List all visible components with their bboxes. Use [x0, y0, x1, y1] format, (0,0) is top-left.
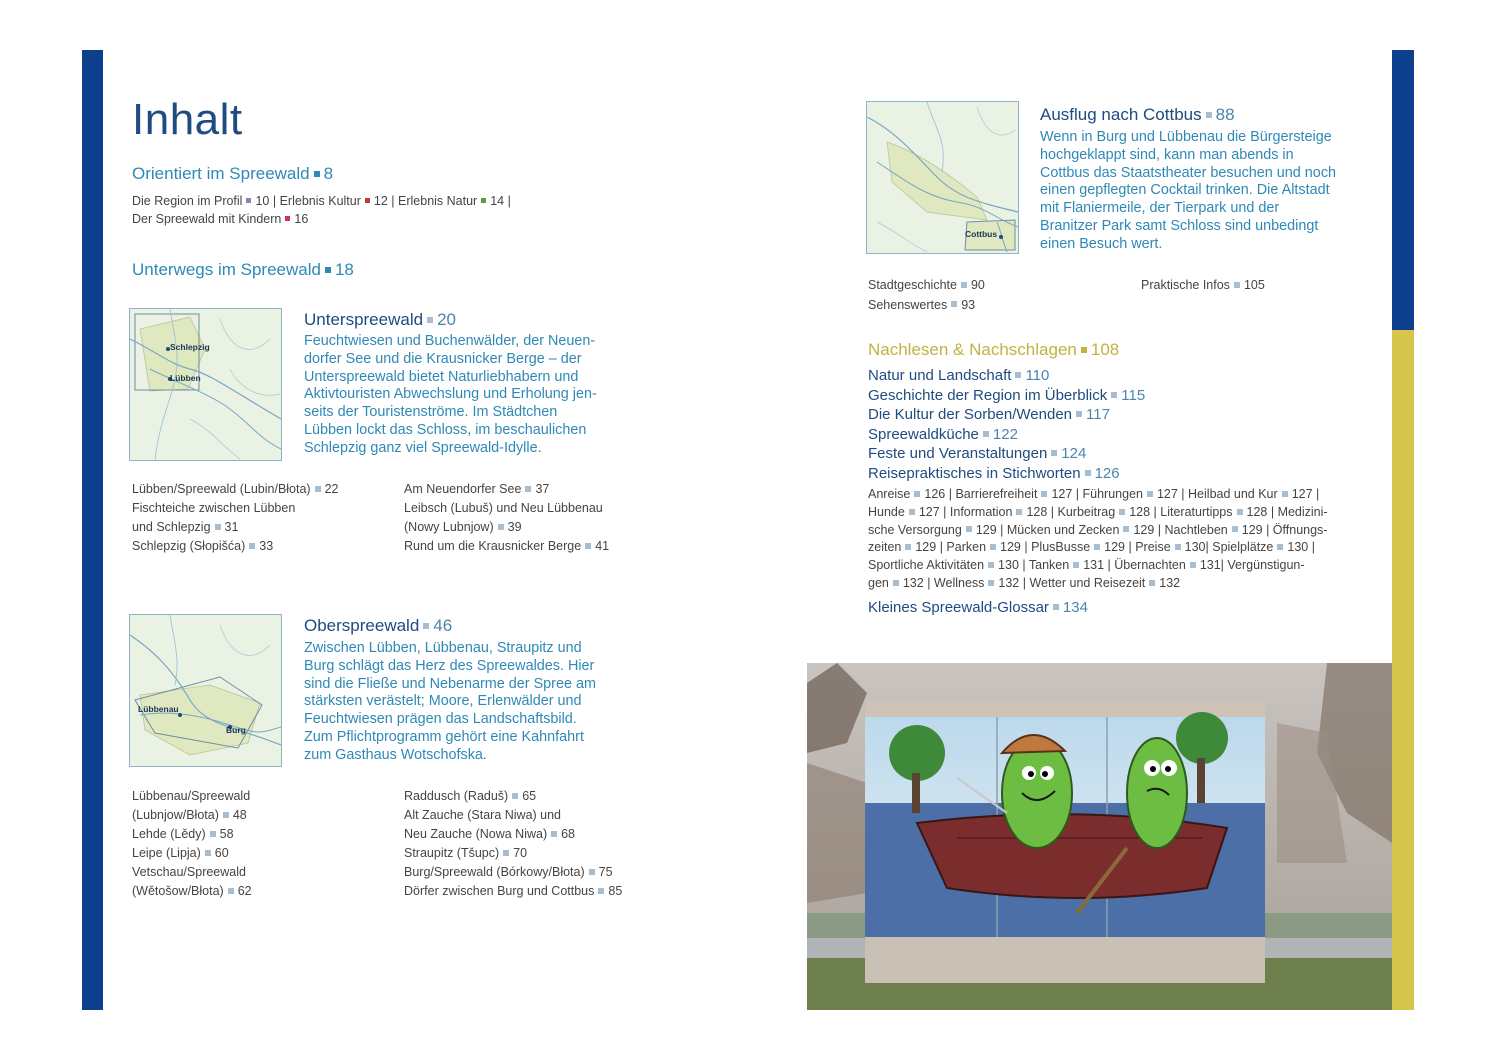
- square-marker-icon: [1190, 562, 1196, 568]
- desc-line: Cottbus das Staatstheater besuchen und noch: [1040, 164, 1337, 181]
- stichwort-label[interactable]: Parken: [946, 540, 987, 555]
- left-edge-bar: [82, 50, 103, 1010]
- section-label: Nachlesen & Nachschlagen: [868, 340, 1077, 359]
- stichwort-label[interactable]: Literaturtipps: [1160, 504, 1233, 519]
- square-marker-icon: [1206, 112, 1212, 118]
- stichwort-label[interactable]: Heilbad und Kur: [1188, 487, 1278, 501]
- square-marker-icon: [1237, 509, 1243, 515]
- square-marker-icon: [1277, 544, 1283, 550]
- stichwort-label[interactable]: Spielplätze: [1212, 540, 1274, 555]
- list-item[interactable]: Rund um die Krausnicker Berge 41: [404, 539, 610, 553]
- list-item[interactable]: Natur und Landschaft 110: [868, 367, 1050, 384]
- stichwort-label[interactable]: Kurbeitrag: [1057, 504, 1116, 519]
- subitem-page: 12: [373, 194, 388, 208]
- list-item[interactable]: Fischteiche zwischen Lübben: [132, 501, 296, 515]
- square-marker-icon: [598, 888, 604, 894]
- square-marker-icon: [285, 216, 290, 221]
- stichwort-label[interactable]: Preise: [1135, 540, 1171, 555]
- stichwort-page: 130 |: [998, 558, 1029, 573]
- square-marker-icon: [966, 526, 972, 532]
- stichwort-label[interactable]: Anreise: [868, 487, 911, 501]
- cottbus-list-col2: [1141, 276, 1265, 296]
- square-marker-icon: [215, 524, 221, 530]
- stichwort-page: 132 |: [902, 575, 934, 590]
- stichwort-label[interactable]: Nachtleben: [1164, 522, 1228, 537]
- map-label-cottbus: Cottbus: [965, 229, 998, 239]
- square-marker-icon: [315, 486, 321, 492]
- desc-line: Aktivtouristen Abwechslung und Erholung jen-: [304, 386, 597, 403]
- list-item[interactable]: Leibsch (Lubuš) und Neu Lübbenau: [404, 501, 603, 515]
- square-marker-icon: [1094, 544, 1100, 550]
- heading-label: Unterspreewald: [304, 310, 424, 329]
- square-marker-icon: [905, 544, 911, 550]
- square-marker-icon: [365, 198, 370, 203]
- stichwort-page: 129 |: [1104, 540, 1136, 555]
- desc-line: hochgeklappt sind, kann man abends in: [1040, 146, 1294, 163]
- page-number: 18: [334, 260, 354, 279]
- square-marker-icon: [325, 267, 331, 273]
- list-item[interactable]: Straupitz (Tšupc) 70: [404, 846, 528, 860]
- unterspreewald-list-col1: [132, 480, 339, 556]
- unterspreewald-description: [304, 333, 634, 458]
- section-nachlesen[interactable]: [868, 340, 1119, 360]
- stichwort-label[interactable]: sche Versorgung: [868, 522, 962, 537]
- stichwort-label[interactable]: Führungen: [1082, 487, 1143, 501]
- subitem-label[interactable]: Erlebnis Kultur: [279, 194, 361, 208]
- list-item[interactable]: Geschichte der Region im Überblick 115: [868, 386, 1146, 404]
- square-marker-icon: [589, 869, 595, 875]
- separator: |: [387, 194, 395, 208]
- list-item[interactable]: Reisepraktisches in Stichworten 126: [868, 464, 1120, 482]
- map-graphic: [130, 309, 281, 460]
- desc-line: Schlepzig ganz viel Spreewald-Idylle.: [304, 439, 542, 456]
- section-label: Orientiert im Spreewald: [132, 164, 310, 183]
- desc-line: Burg schlägt das Herz des Spreewaldes. Hier: [304, 657, 595, 674]
- square-marker-icon: [1147, 491, 1153, 497]
- desc-line: seits der Touristenströme. Im Städtchen: [304, 404, 558, 421]
- list-item[interactable]: (Lubnjow/Błota) 48: [132, 808, 247, 822]
- square-marker-icon: [427, 317, 433, 323]
- square-marker-icon: [1081, 347, 1087, 353]
- square-marker-icon: [1123, 526, 1129, 532]
- list-item[interactable]: Raddusch (Raduš) 65: [404, 789, 537, 803]
- list-item[interactable]: Lehde (Lědy) 58: [132, 827, 234, 841]
- square-marker-icon: [990, 544, 996, 550]
- desc-line: einen gepflegten Cocktail trinken. Die Altstadt: [1040, 182, 1330, 199]
- square-marker-icon: [893, 580, 899, 586]
- desc-line: dorfer See und die Krausnicker Berge – der: [304, 350, 582, 367]
- stichwort-page: 129 |: [1133, 522, 1165, 537]
- square-marker-icon: [1234, 282, 1240, 288]
- map-label-luebbenau: Lübbenau: [138, 704, 179, 714]
- separator: |: [504, 194, 511, 208]
- square-marker-icon: [1053, 604, 1059, 610]
- cottbus-map: [866, 101, 1019, 254]
- oberspreewald-description: [304, 640, 634, 765]
- glossar-item[interactable]: Kleines Spreewald-Glossar 134: [868, 599, 1088, 616]
- list-item[interactable]: (Nowy Lubnjow) 39: [404, 520, 522, 534]
- desc-line: mit Flaniermeile, der Tierpark und der: [1040, 200, 1280, 217]
- square-marker-icon: [988, 562, 994, 568]
- square-marker-icon: [481, 198, 486, 203]
- square-marker-icon: [423, 623, 429, 629]
- square-marker-icon: [1015, 372, 1021, 378]
- photo-graphic: [807, 663, 1392, 1010]
- square-marker-icon: [1016, 509, 1022, 515]
- list-item[interactable]: (Wětošow/Błota) 62: [132, 884, 252, 898]
- square-marker-icon: [1076, 411, 1082, 417]
- stichwort-label[interactable]: PlusBusse: [1031, 540, 1091, 555]
- list-item[interactable]: Neu Zauche (Nowa Niwa) 68: [404, 827, 576, 841]
- oberspreewald-list-col2: [404, 787, 622, 901]
- stichwort-page: 131| Vergünstigun-: [1199, 558, 1305, 573]
- stichwort-line: [868, 522, 1378, 540]
- stichwort-page: 127 |: [1291, 487, 1320, 501]
- stichwort-line: [868, 539, 1378, 557]
- heading-label: Ausflug nach Cottbus: [1040, 105, 1202, 124]
- square-marker-icon: [1119, 509, 1125, 515]
- square-marker-icon: [1175, 544, 1181, 550]
- page-number: 8: [323, 164, 334, 183]
- section-orientiert[interactable]: [132, 164, 333, 184]
- section-label: Unterwegs im Spreewald: [132, 260, 321, 279]
- stichwort-label[interactable]: gen: [868, 575, 889, 590]
- desc-line: einen Besuch wert.: [1040, 235, 1163, 252]
- cottbus-list-col1: [868, 276, 985, 315]
- square-marker-icon: [1111, 392, 1117, 398]
- desc-line: Lübben lockt das Schloss, im beschaulichen: [304, 421, 587, 438]
- desc-line: Zwischen Lübben, Lübbenau, Straupitz und: [304, 640, 582, 656]
- square-marker-icon: [205, 850, 211, 856]
- stichwort-label[interactable]: Hunde: [868, 504, 905, 519]
- unterspreewald-map: [129, 308, 282, 461]
- stichwort-page: 129 |: [915, 540, 947, 555]
- orientiert-subitems: [132, 192, 602, 228]
- list-item[interactable]: Sehenswertes 93: [868, 297, 976, 312]
- list-item[interactable]: und Schlepzig 31: [132, 520, 239, 534]
- stichwort-page: 130 |: [1287, 540, 1315, 555]
- square-marker-icon: [1041, 491, 1047, 497]
- square-marker-icon: [961, 282, 967, 288]
- subitem-page: 16: [294, 212, 309, 226]
- square-marker-icon: [223, 812, 229, 818]
- subitem-label[interactable]: Der Spreewald mit Kindern: [132, 212, 282, 226]
- cottbus-description: [1040, 129, 1380, 254]
- desc-line: Branitzer Park samt Schloss sind unbedingt: [1040, 217, 1319, 234]
- cottbus-heading[interactable]: [1040, 105, 1235, 125]
- unterspreewald-list-col2: [404, 480, 609, 556]
- square-marker-icon: [585, 543, 591, 549]
- square-marker-icon: [228, 888, 234, 894]
- square-marker-icon: [503, 850, 509, 856]
- right-edge-bar-blue: [1392, 50, 1414, 330]
- photo-cucumber-boat: [807, 663, 1392, 1010]
- list-item[interactable]: Leipe (Lipja) 60: [132, 846, 229, 860]
- stichwort-page: 132: [1159, 575, 1181, 590]
- list-item[interactable]: Vetschau/Spreewald: [132, 865, 246, 879]
- square-marker-icon: [512, 793, 518, 799]
- stichwort-page: 132 |: [998, 575, 1030, 590]
- page-number: 88: [1215, 105, 1235, 124]
- map-label-luebben: Lübben: [170, 373, 201, 383]
- stichwort-label[interactable]: Tanken: [1028, 558, 1070, 573]
- subitem-page: 10: [255, 194, 270, 208]
- square-marker-icon: [1073, 562, 1079, 568]
- right-edge-bar-yellow: [1392, 330, 1414, 1010]
- square-marker-icon: [246, 198, 251, 203]
- desc-line: stärksten verästelt; Moore, Erlenwälder und: [304, 693, 582, 710]
- nachlesen-items: [868, 366, 1145, 484]
- square-marker-icon: [951, 301, 957, 307]
- stichwort-label[interactable]: Sportliche Aktivitäten: [868, 558, 985, 573]
- stichwort-line: [868, 575, 1378, 593]
- list-item[interactable]: Stadtgeschichte 90: [868, 278, 985, 292]
- desc-line: Feuchtwiesen prägen das Landschaftsbild.: [304, 711, 577, 728]
- square-marker-icon: [988, 580, 994, 586]
- page-number: 46: [433, 616, 453, 635]
- stichwort-page: 130|: [1184, 540, 1213, 555]
- stichwort-line: [868, 504, 1378, 522]
- stichwort-label[interactable]: Wellness: [933, 575, 985, 590]
- list-item[interactable]: Lübbenau/Spreewald: [132, 789, 251, 803]
- desc-line: zum Gasthaus Wotschofska.: [304, 746, 487, 763]
- square-marker-icon: [1232, 526, 1238, 532]
- subitem-page: 14: [490, 194, 505, 208]
- oberspreewald-list-col1: [132, 787, 252, 901]
- stichwort-page: 129 | Öffnungs-: [1241, 522, 1328, 537]
- stichwort-page: 127 |: [1051, 487, 1083, 501]
- stichwort-label[interactable]: Information: [949, 504, 1013, 519]
- stichwort-page: 127 |: [1156, 487, 1189, 501]
- heading-label: Oberspreewald: [304, 616, 420, 635]
- square-marker-icon: [498, 524, 504, 530]
- stichwort-label[interactable]: Wetter und Reisezeit: [1029, 575, 1146, 590]
- map-label-burg: Burg: [226, 725, 246, 735]
- map-graphic: [130, 615, 281, 766]
- square-marker-icon: [983, 431, 989, 437]
- stichwort-label[interactable]: Übernachten: [1114, 558, 1186, 573]
- square-marker-icon: [914, 491, 920, 497]
- subitem-label[interactable]: Erlebnis Natur: [398, 194, 478, 208]
- oberspreewald-heading[interactable]: [304, 616, 452, 636]
- stichwort-label[interactable]: Mücken und Zecken: [1006, 522, 1120, 537]
- list-item[interactable]: Feste und Veranstaltungen 124: [868, 445, 1087, 463]
- desc-line: Unterspreewald bietet Naturliebhabern und: [304, 368, 579, 385]
- square-marker-icon: [249, 543, 255, 549]
- square-marker-icon: [551, 831, 557, 837]
- list-item[interactable]: Am Neuendorfer See 37: [404, 482, 550, 496]
- desc-line: Feuchtwiesen und Buchenwälder, der Neuen-: [304, 333, 596, 349]
- stichworte-index: [868, 486, 1378, 593]
- stichwort-page: 129 |: [1000, 540, 1032, 555]
- stichwort-page: 129 |: [975, 522, 1007, 537]
- square-marker-icon: [314, 171, 320, 177]
- stichwort-line: [868, 557, 1378, 575]
- list-item[interactable]: Burg/Spreewald (Bórkowy/Błota) 75: [404, 865, 613, 879]
- stichwort-label[interactable]: zeiten: [868, 540, 902, 555]
- square-marker-icon: [525, 486, 531, 492]
- stichwort-line: [868, 486, 1378, 504]
- list-item[interactable]: Die Kultur der Sorben/Wenden 117: [868, 406, 1110, 424]
- list-item[interactable]: Lübben/Spreewald (Lubin/Błota) 22: [132, 482, 339, 496]
- stichwort-label[interactable]: Barrierefreiheit: [955, 487, 1038, 501]
- map-label-schlepzig: Schlepzig: [170, 342, 210, 352]
- stichwort-page: 131 |: [1083, 558, 1115, 573]
- desc-line: Wenn in Burg und Lübbenau die Bürgersteige: [1040, 129, 1332, 145]
- list-item[interactable]: Spreewaldküche 122: [868, 425, 1018, 443]
- stichwort-page: 128 | Medizini-: [1246, 504, 1328, 519]
- square-marker-icon: [210, 831, 216, 837]
- desc-line: sind die Fließe und Nebenarme der Spree am: [304, 675, 596, 692]
- desc-line: Zum Pflichtprogramm gehört eine Kahnfahrt: [304, 728, 584, 745]
- stichwort-page: 128 |: [1129, 504, 1161, 519]
- list-item[interactable]: Praktische Infos 105: [1141, 278, 1265, 292]
- square-marker-icon: [1282, 491, 1288, 497]
- unterspreewald-heading[interactable]: [304, 310, 456, 330]
- square-marker-icon: [1149, 580, 1155, 586]
- list-item[interactable]: Schlepzig (Słopišća) 33: [132, 539, 274, 553]
- stichwort-page: 127 |: [918, 504, 950, 519]
- oberspreewald-map: [129, 614, 282, 767]
- square-marker-icon: [1085, 470, 1091, 476]
- list-item[interactable]: Dörfer zwischen Burg und Cottbus 85: [404, 884, 623, 898]
- stichwort-page: 126 |: [924, 487, 956, 501]
- square-marker-icon: [1051, 450, 1057, 456]
- separator: |: [269, 194, 277, 208]
- list-item[interactable]: Alt Zauche (Stara Niwa) und: [404, 808, 562, 822]
- subitem-label[interactable]: Die Region im Profil: [132, 194, 243, 208]
- stichwort-page: 128 |: [1026, 504, 1058, 519]
- page-number: 108: [1090, 340, 1120, 359]
- square-marker-icon: [909, 509, 915, 515]
- page-number: 20: [437, 310, 456, 329]
- page-title: Inhalt: [132, 95, 243, 144]
- section-unterwegs[interactable]: [132, 260, 354, 280]
